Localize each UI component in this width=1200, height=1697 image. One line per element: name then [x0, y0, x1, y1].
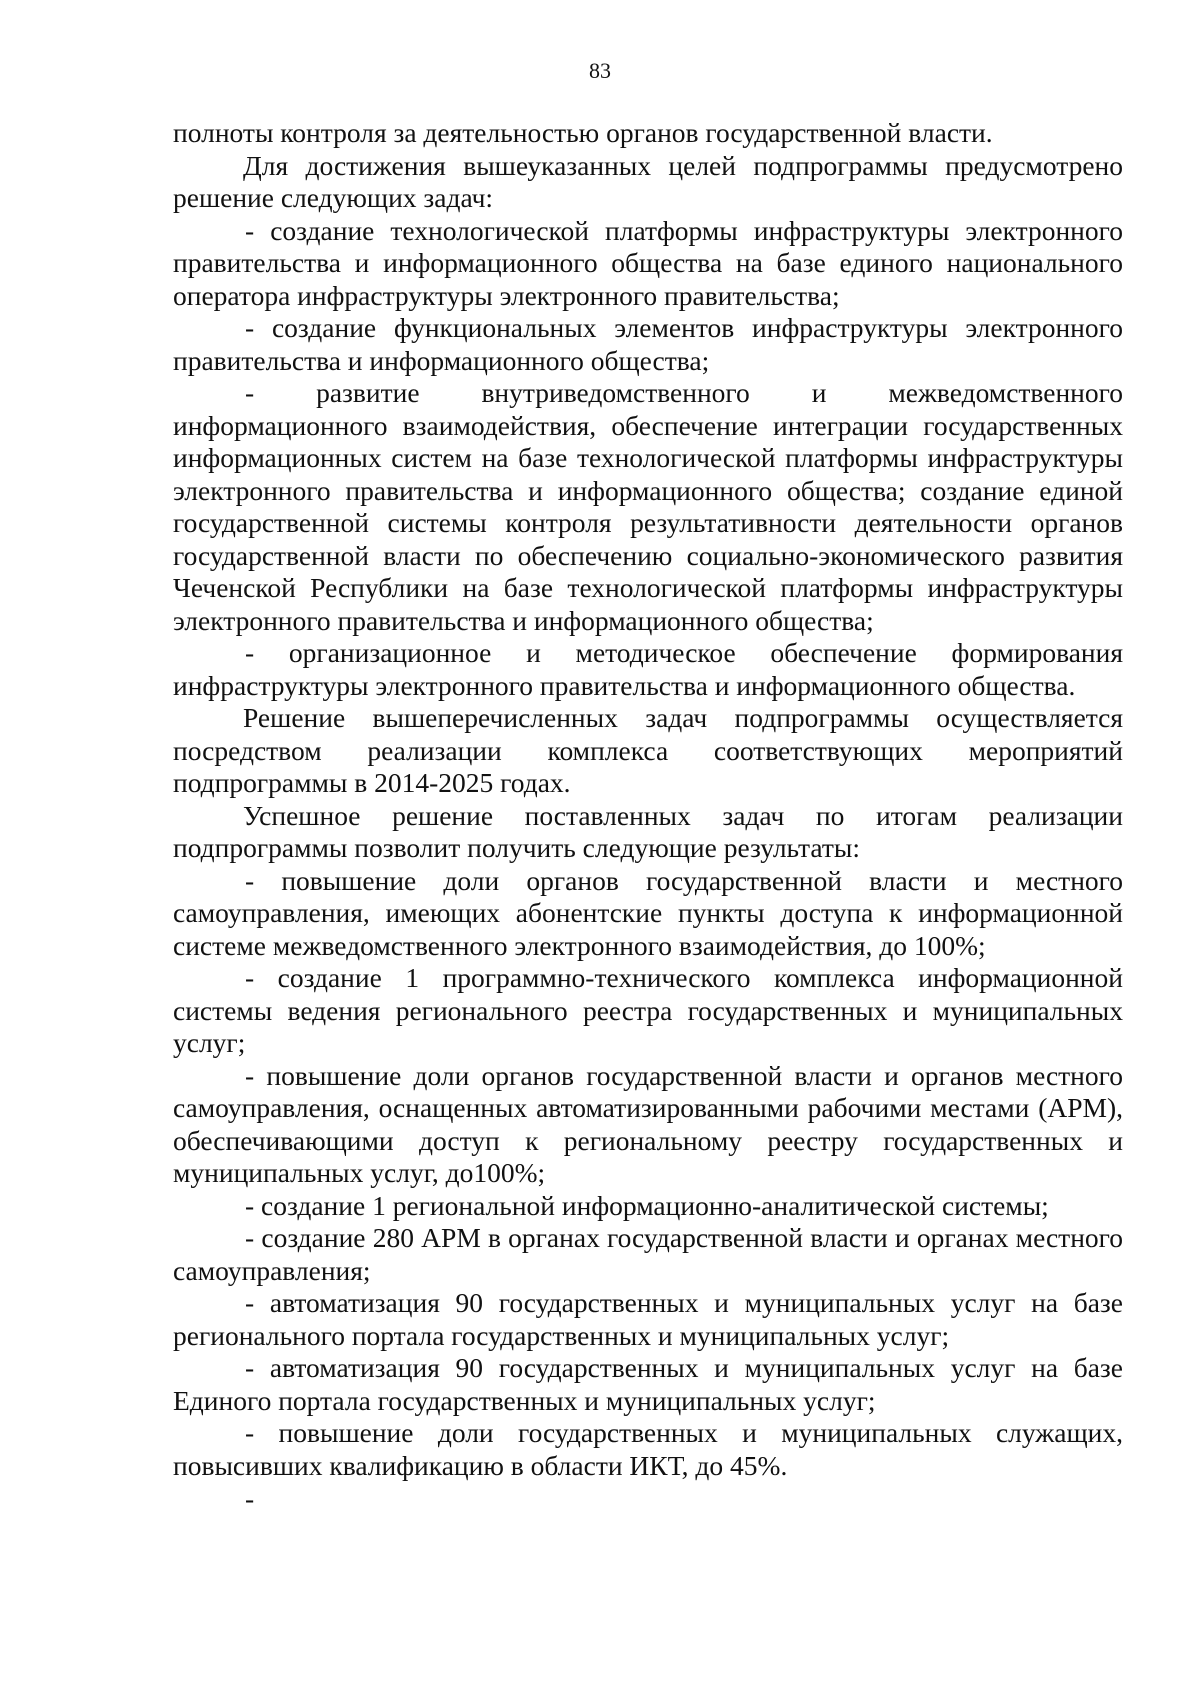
result-item-arm-equipped: - повышение доли органов государственной власти и органов местного самоуправления, оснащенных автоматизированными рабочими местами (АРМ), обеспечивающими доступ к региональному реестру государственных и муниципальных услуг, до100%; — [173, 1059, 1123, 1188]
empty-list-dash: - — [245, 1483, 255, 1514]
result-item-280-arm: - создание 280 АРМ в органах государственной власти и органах местного самоуправления; — [173, 1222, 1123, 1286]
paragraph-continuation: полноты контроля за деятельностью органов государственной власти. — [173, 117, 993, 148]
task-item-platform: - создание технологической платформы инфраструктуры электронного правительства и информационного общества на базе единого национального оператора инфраструктуры электронного правительства; — [173, 214, 1123, 311]
paragraph-tasks-intro: Для достижения вышеуказанных целей подпрограммы предусмотрено решение следующих задач: — [173, 149, 1123, 213]
paragraph-results-intro: Успешное решение поставленных задач по итогам реализации подпрограммы позволит получить следующие результаты: — [173, 799, 1123, 863]
result-item-analytics-system: - создание 1 региональной информационно-аналитической системы; — [245, 1189, 1049, 1221]
result-item-access-points: - повышение доли органов государственной власти и местного самоуправления, имеющих абонентские пункты доступа к информационной системе межведомственного электронного взаимодействия, до 100%; — [173, 864, 1123, 961]
task-item-organizational-support: - организационное и методическое обеспечение формирования инфраструктуры электронного правительства и информационного общества. — [173, 637, 1123, 701]
task-item-functional-elements: - создание функциональных элементов инфраструктуры электронного правительства и информационного общества; — [173, 312, 1123, 376]
page-number: 83 — [589, 58, 611, 83]
document-body — [173, 117, 1123, 1516]
task-item-interaction-development: - развитие внутриведомственного и межведомственного информационного взаимодействия, обеспечение интеграции государственных информационных систем на базе технологической платформы инфраструктуры электронного правительства и информационного общества; создание единой государственной системы контроля результативности деятельности органов государственной власти по обеспечению социально-экономического развития Чеченской Республики на базе технологической платформы инфраструктуры электронного правительства и информационного общества; — [173, 377, 1123, 636]
result-item-registry-complex: - создание 1 программно-технического комплекса информационной системы ведения регионального реестра государственных и муниципальных услуг; — [173, 962, 1123, 1058]
paragraph-implementation: Решение вышеперечисленных задач подпрограммы осуществляется посредством реализации комплекса соответствующих мероприятий подпрограммы в 2014-2025 годах. — [173, 702, 1123, 798]
result-item-unified-portal: - автоматизация 90 государственных и муниципальных услуг на базе Единого портала государственных и муниципальных услуг; — [173, 1352, 1123, 1416]
result-item-regional-portal: - автоматизация 90 государственных и муниципальных услуг на базе регионального портала государственных и муниципальных услуг; — [173, 1287, 1123, 1351]
result-item-ict-qualification: - повышение доли государственных и муниципальных служащих, повысивших квалификацию в области ИКТ, до 45%. — [173, 1417, 1123, 1481]
